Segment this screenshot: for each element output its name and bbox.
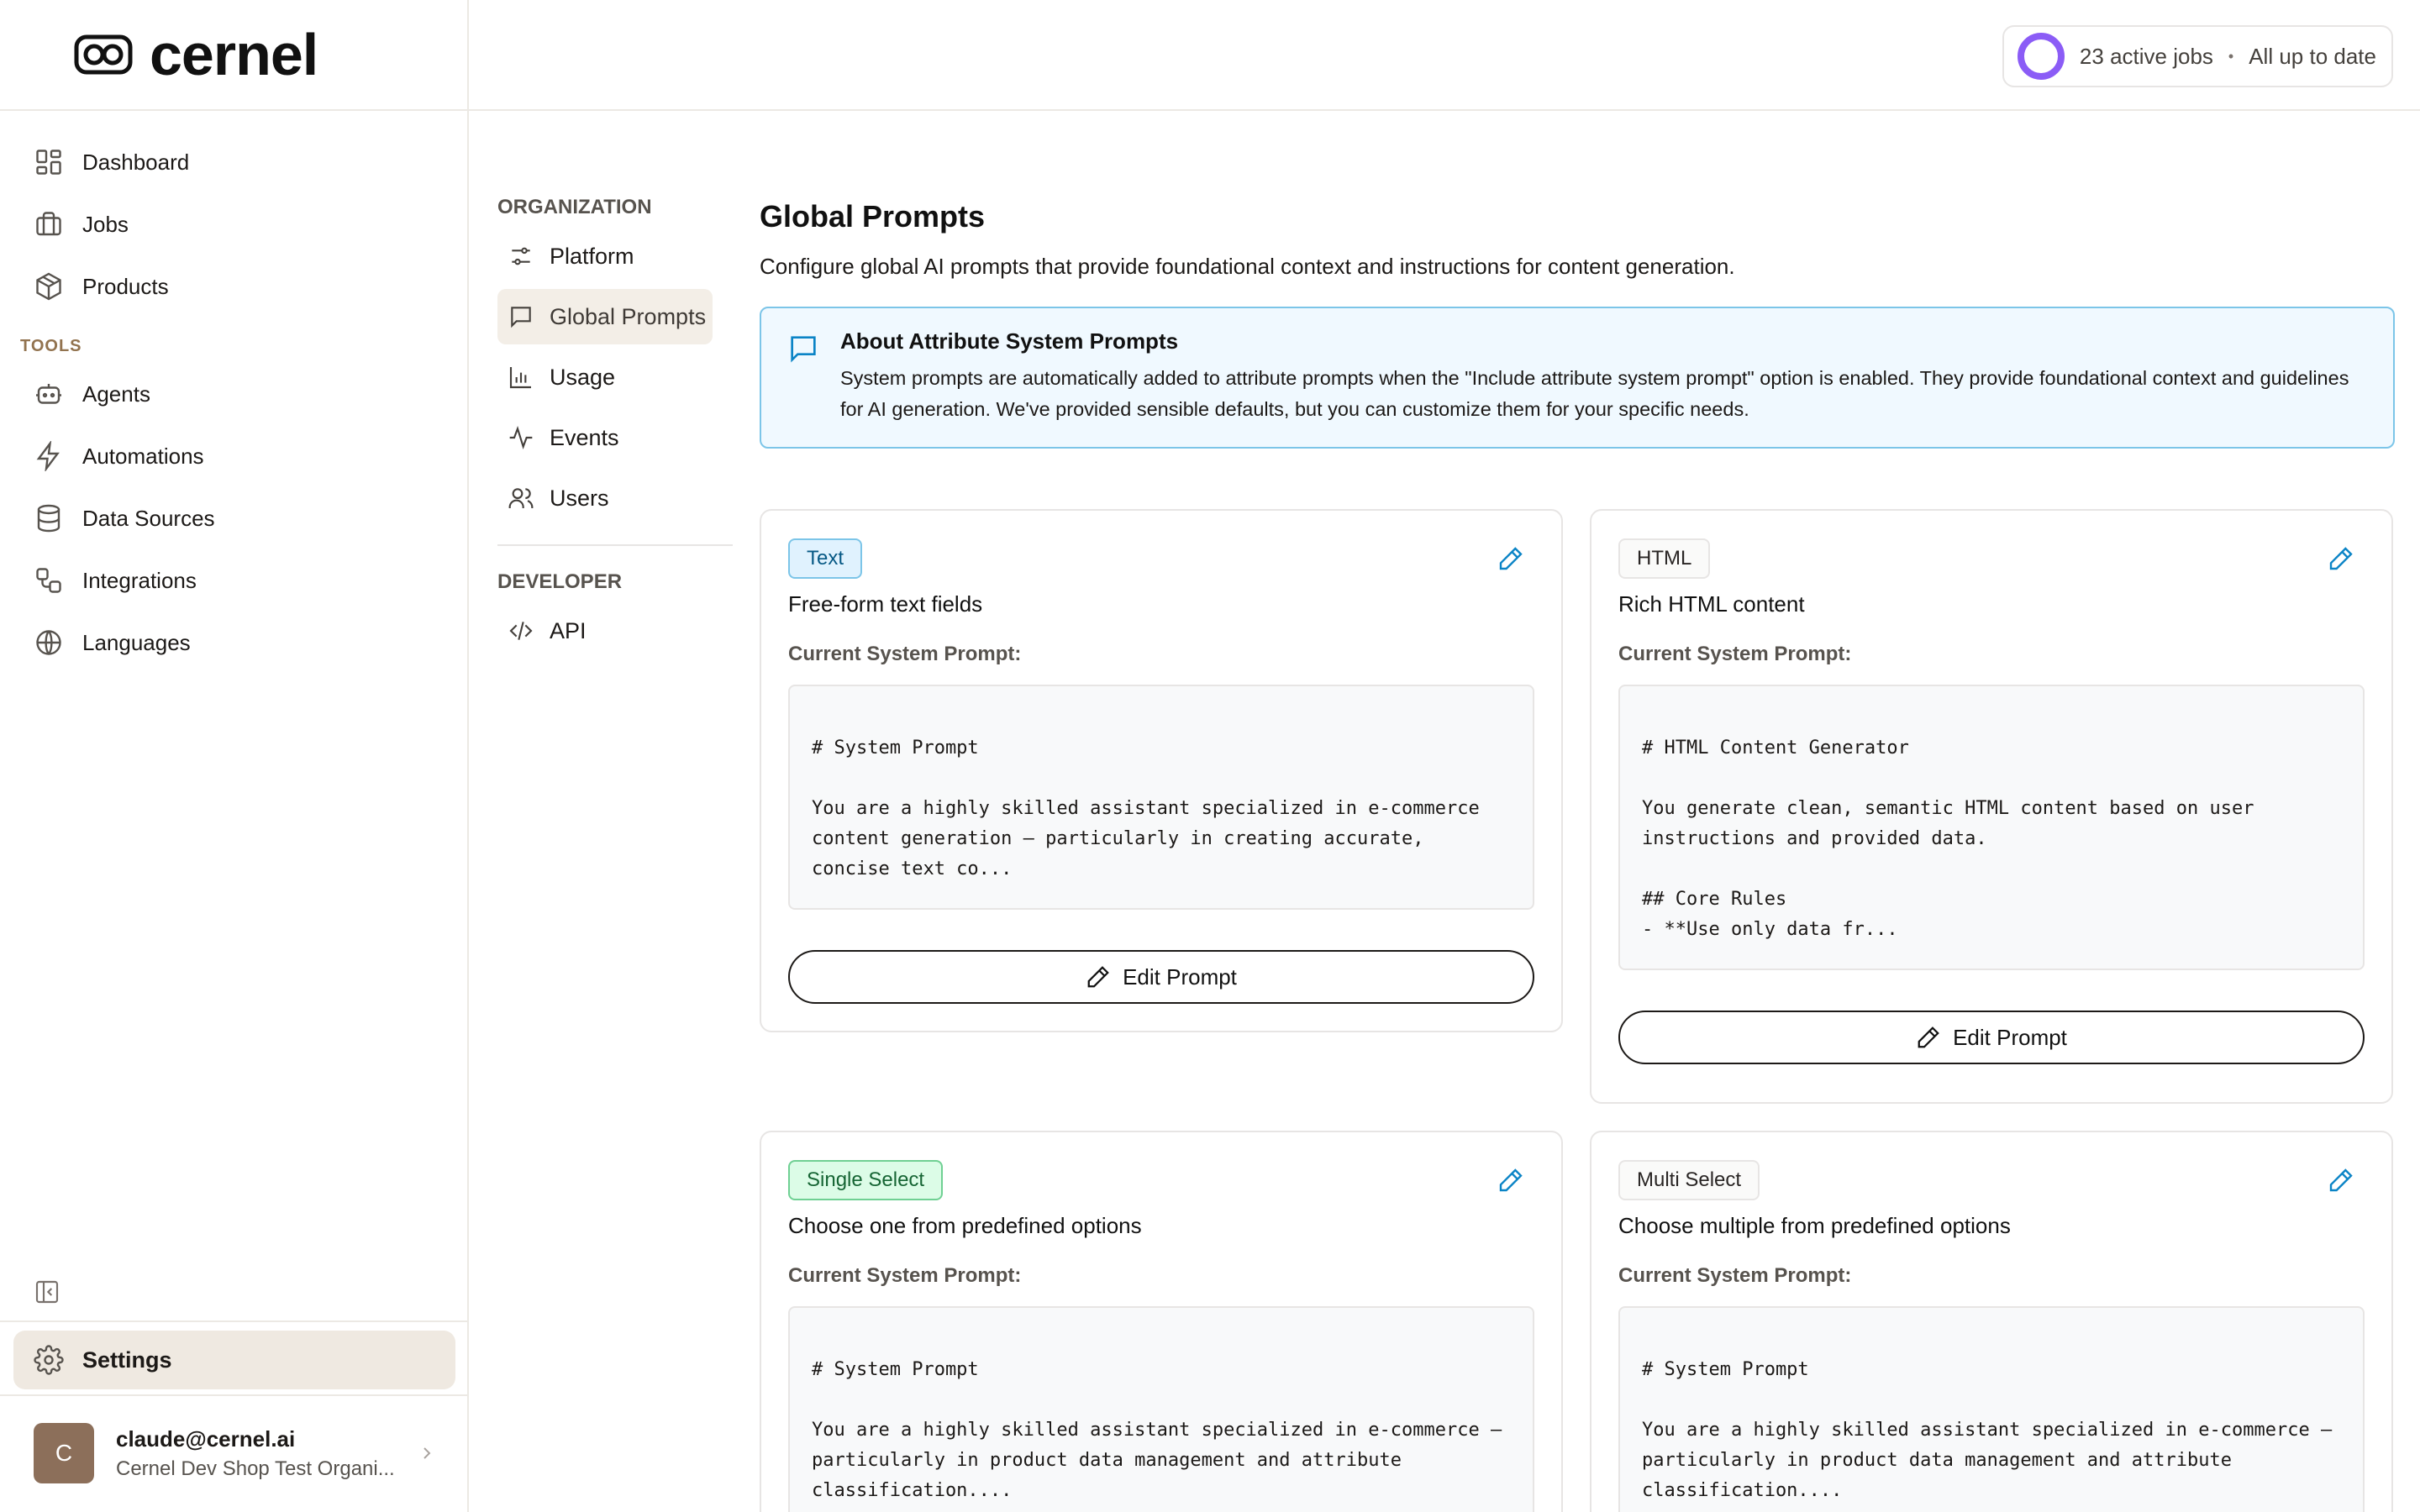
database-icon — [34, 503, 64, 533]
card-subtitle: Rich HTML content — [1618, 591, 1805, 617]
jobs-status-button[interactable] — [2002, 25, 2393, 87]
subnav-item-label: Events — [550, 424, 619, 450]
sidebar-item-label: Integrations — [82, 567, 197, 593]
avatar: C — [34, 1423, 94, 1483]
edit-prompt-button[interactable] — [788, 950, 1534, 1004]
organization-section-label: ORGANIZATION — [497, 196, 652, 218]
sidebar-item-label: Agents — [82, 381, 150, 407]
sliders-icon — [508, 243, 534, 270]
top-bar — [469, 0, 2420, 111]
subnav-item-global-prompts[interactable] — [497, 289, 713, 344]
sidebar-item-integrations[interactable] — [13, 549, 455, 612]
info-text: System prompts are automatically added to attribute prompts when the "Include attribute system prompt" option is enabled. They provide foundational context and guidelines for AI generation. We've provided sensible defaults, but you can customize them for your specific needs. — [840, 367, 2349, 420]
sidebar-item-agents[interactable] — [13, 363, 455, 425]
subnav-item-platform[interactable] — [497, 228, 713, 284]
button-label: Edit Prompt — [1953, 1024, 2067, 1050]
sidebar-item-label: Automations — [82, 443, 204, 469]
pencil-icon[interactable] — [1497, 545, 1524, 572]
sidebar-item-label: Languages — [82, 629, 191, 655]
sidebar-item-settings[interactable] — [13, 1331, 455, 1389]
pencil-icon[interactable] — [2328, 545, 2354, 572]
chevron-right-icon — [417, 1443, 437, 1463]
type-badge: HTML — [1618, 538, 1710, 579]
prompt-label: Current System Prompt: — [788, 1264, 1022, 1287]
user-menu[interactable] — [34, 1423, 437, 1483]
card-subtitle: Choose multiple from predefined options — [1618, 1213, 2011, 1238]
prompt-label: Current System Prompt: — [1618, 1264, 1852, 1287]
tools-section-label: TOOLS — [20, 336, 82, 355]
type-badge: Single Select — [788, 1160, 943, 1200]
card-subtitle: Free-form text fields — [788, 591, 983, 617]
prompt-preview: # System Prompt You are a highly skilled assistant specialized in e-commerce — particularly in product data management and attribute classification.... — [788, 1306, 1534, 1512]
package-icon — [34, 271, 64, 302]
globe-icon — [34, 627, 64, 658]
sync-status: All up to date — [2249, 43, 2376, 69]
pencil-icon — [1916, 1025, 1941, 1050]
code-icon — [508, 617, 534, 644]
subnav-item-usage[interactable] — [497, 349, 713, 405]
chat-icon — [786, 332, 820, 365]
chat-icon — [508, 303, 534, 330]
brand-name: cernel — [150, 22, 318, 87]
integrations-icon — [34, 565, 64, 596]
sidebar-item-data-sources[interactable] — [13, 487, 455, 549]
sidebar-item-dashboard[interactable] — [13, 131, 455, 193]
subnav-item-users[interactable] — [497, 470, 713, 526]
pencil-icon — [1086, 964, 1111, 990]
sidebar-item-label: Jobs — [82, 211, 129, 237]
pencil-icon[interactable] — [1497, 1167, 1524, 1194]
page-title: Global Prompts — [760, 199, 986, 234]
collapse-sidebar-icon[interactable] — [34, 1278, 60, 1305]
sidebar-item-label: Settings — [82, 1347, 172, 1373]
subnav-item-label: Platform — [550, 243, 634, 269]
page-description: Configure global AI prompts that provide foundational context and instructions for content generation. — [760, 254, 1735, 279]
gear-icon — [34, 1345, 64, 1375]
briefcase-icon — [34, 209, 64, 239]
prompt-card-text — [760, 509, 1563, 1032]
subnav-item-label: Users — [550, 485, 609, 511]
sidebar-item-label: Data Sources — [82, 505, 215, 531]
bar-chart-icon — [508, 364, 534, 391]
prompt-preview: # System Prompt You are a highly skilled assistant specialized in e-commerce content generation — particularly in creating accurate, concise text co... — [788, 685, 1534, 910]
activity-icon — [508, 424, 534, 451]
card-subtitle: Choose one from predefined options — [788, 1213, 1142, 1238]
info-title: About Attribute System Prompts — [840, 328, 1179, 354]
bot-icon — [34, 379, 64, 409]
edit-prompt-button[interactable] — [1618, 1011, 2365, 1064]
progress-ring-icon — [2018, 33, 2065, 80]
divider — [0, 1320, 467, 1322]
sidebar-item-automations[interactable] — [13, 425, 455, 487]
brand-logo[interactable] — [0, 0, 469, 111]
user-org: Cernel Dev Shop Test Organi... — [116, 1457, 395, 1480]
sidebar-item-jobs[interactable] — [13, 193, 455, 255]
prompt-card-html — [1590, 509, 2393, 1104]
subnav-item-label: Usage — [550, 364, 616, 390]
type-badge: Text — [788, 538, 862, 579]
pencil-icon[interactable] — [2328, 1167, 2354, 1194]
sidebar-item-label: Dashboard — [82, 149, 190, 175]
cernel-logo-icon — [74, 34, 133, 75]
sidebar-item-products[interactable] — [13, 255, 455, 318]
sidebar — [0, 0, 469, 1512]
subnav-item-label: Global Prompts — [550, 303, 707, 329]
button-label: Edit Prompt — [1123, 963, 1237, 990]
prompt-card-multi-select — [1590, 1131, 2393, 1512]
active-jobs-count: 23 active jobs — [2079, 43, 2213, 69]
main-content — [760, 192, 2395, 449]
divider — [497, 544, 733, 546]
lightning-icon — [34, 441, 64, 471]
developer-section-label: DEVELOPER — [497, 570, 623, 593]
dashboard-icon — [34, 147, 64, 177]
prompt-card-single-select — [760, 1131, 1563, 1512]
prompt-label: Current System Prompt: — [1618, 643, 1852, 665]
type-badge: Multi Select — [1618, 1160, 1760, 1200]
settings-subnav — [497, 192, 733, 659]
user-email: claude@cernel.ai — [116, 1425, 296, 1452]
status-separator: • — [2228, 47, 2234, 65]
users-icon — [508, 485, 534, 512]
prompt-preview: # HTML Content Generator You generate clean, semantic HTML content based on user instructions and provided data. ## Core Rules - **Use only data fr... — [1618, 685, 2365, 970]
divider — [0, 1394, 467, 1396]
main-nav — [13, 131, 455, 674]
info-callout — [760, 307, 2395, 449]
prompt-preview: # System Prompt You are a highly skilled assistant specialized in e-commerce — particularly in product data management and attribute classification.... — [1618, 1306, 2365, 1512]
subnav-item-events[interactable] — [497, 410, 713, 465]
sidebar-item-label: Products — [82, 273, 169, 299]
subnav-item-label: API — [550, 617, 587, 643]
subnav-item-api[interactable] — [497, 603, 713, 659]
sidebar-item-languages[interactable] — [13, 612, 455, 674]
prompt-label: Current System Prompt: — [788, 643, 1022, 665]
